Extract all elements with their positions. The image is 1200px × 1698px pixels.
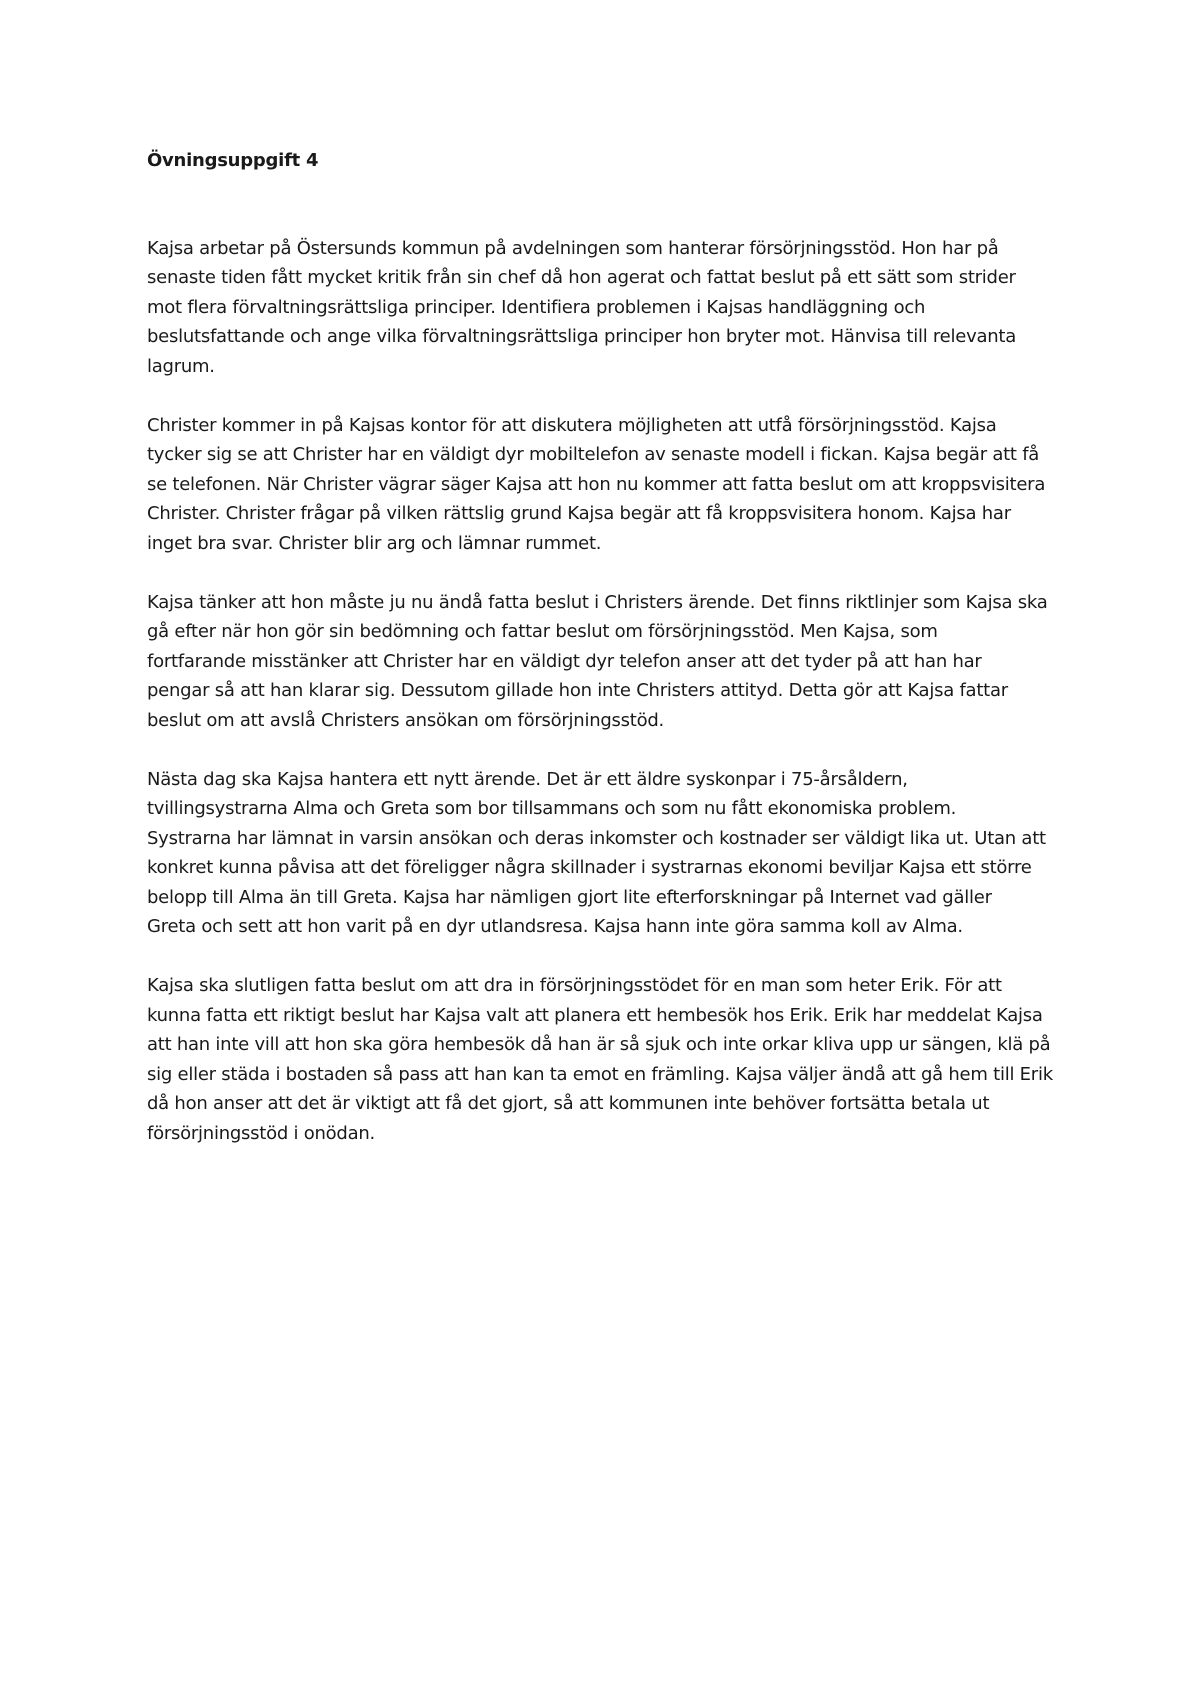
text-line: Kajsa arbetar på Östersunds kommun på avdelningen som hanterar försörjningsstöd. Hon har på (147, 237, 999, 259)
text-line: tycker sig se att Christer har en väldigt dyr mobiltelefon av senaste modell i fickan. Kajsa begär att få (147, 444, 1040, 465)
text-line: senaste tiden fått mycket kritik från sin chef då hon agerat och fattat beslut på ett sätt som strider (147, 267, 1016, 288)
text-line: Nästa dag ska Kajsa hantera ett nytt ärende. Det är ett äldre syskonpar i 75-årsåldern, (147, 768, 908, 790)
text-line: att han inte vill att hon ska göra hembesök då han är så sjuk och inte orkar kliva upp ur sängen, klä på (147, 1034, 1051, 1055)
text-line: fortfarande misstänker att Christer har en väldigt dyr telefon anser att det tyder på att han har (147, 650, 982, 672)
text-line: beslutsfattande och ange vilka förvaltningsrättsliga principer hon bryter mot. Hänvisa till relevanta (147, 326, 1017, 347)
text-line: gå efter när hon gör sin bedömning och fattar beslut om försörjningsstöd. Men Kajsa, som (147, 621, 938, 642)
text-line: pengar så att han klarar sig. Dessutom gillade hon inte Christers attityd. Detta gör att Kajsa fattar (147, 680, 1008, 701)
paragraph-christer-decision (147, 588, 1067, 736)
text-line: lagrum. (147, 355, 215, 377)
text-line: Kajsa ska slutligen fatta beslut om att dra in försörjningsstödet för en man som heter Erik. För att (147, 975, 1002, 996)
paragraph-sisters (147, 765, 1067, 942)
paragraph-christer-visit (147, 411, 1067, 559)
text-line: Christer. Christer frågar på vilken rättslig grund Kajsa begär att få kroppsvisitera honom. Kajsa har (147, 503, 1011, 524)
text-line: då hon anser att det är viktigt att få det gjort, så att kommunen inte behöver fortsätta betala ut (147, 1093, 990, 1114)
text-line: inget bra svar. Christer blir arg och lämnar rummet. (147, 532, 602, 554)
text-line: Christer kommer in på Kajsas kontor för att diskutera möjligheten att utfå försörjningsstöd. Kajsa (147, 414, 997, 436)
text-line: beslut om att avslå Christers ansökan om försörjningsstöd. (147, 709, 665, 731)
document-title: Övningsuppgift 4 (147, 150, 319, 171)
text-line: belopp till Alma än till Greta. Kajsa har nämligen gjort lite efterforskningar på Internet vad gäller (147, 886, 992, 908)
paragraph-erik (147, 971, 1067, 1148)
text-line: kunna fatta ett riktigt beslut har Kajsa valt att planera ett hembesök hos Erik. Erik har meddelat Kajsa (147, 1004, 1043, 1026)
text-line: tvillingsystrarna Alma och Greta som bor tillsammans och som nu fått ekonomiska problem. (147, 798, 957, 819)
document-body (147, 146, 1067, 1178)
text-line: se telefonen. När Christer vägrar säger Kajsa att hon nu kommer att fatta beslut om att kroppsvisitera (147, 473, 1046, 495)
text-line: Systrarna har lämnat in varsin ansökan och deras inkomster och kostnader ser väldigt lika ut. Utan att (147, 827, 1046, 849)
text-line: försörjningsstöd i onödan. (147, 1122, 376, 1144)
paragraph-intro (147, 234, 1067, 382)
text-line: Kajsa tänker att hon måste ju nu ändå fatta beslut i Christers ärende. Det finns riktlinjer som Kajsa ska (147, 591, 1048, 613)
text-line: konkret kunna påvisa att det föreligger några skillnader i systrarnas ekonomi beviljar Kajsa ett större (147, 857, 1032, 878)
text-line: mot flera förvaltningsrättsliga principer. Identifiera problemen i Kajsas handläggning och (147, 296, 926, 318)
text-line: sig eller städa i bostaden så pass att han kan ta emot en främling. Kajsa väljer ändå att gå hem till Erik (147, 1063, 1053, 1085)
text-line: Greta och sett att hon varit på en dyr utlandsresa. Kajsa hann inte göra samma koll av Alma. (147, 916, 963, 937)
